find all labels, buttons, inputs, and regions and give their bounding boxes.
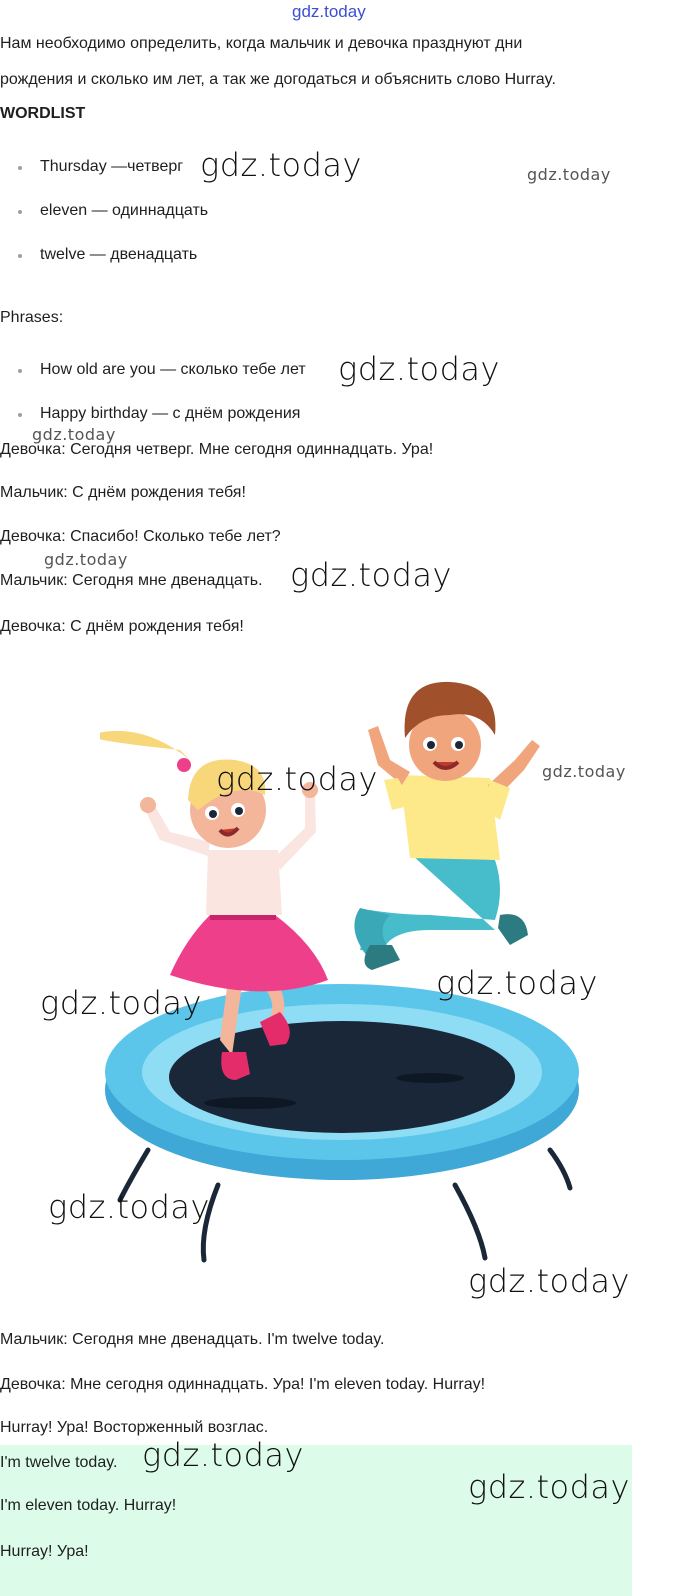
- dialogue-line-2: Мальчик: С днём рождения тебя!: [0, 484, 246, 501]
- watermark: gdz.today: [436, 964, 598, 1002]
- watermark: gdz.today: [542, 762, 626, 781]
- bullet-icon: [18, 369, 22, 373]
- bullet-icon: [18, 210, 22, 214]
- wordlist-item-eleven: eleven — одиннадцать: [40, 202, 209, 219]
- watermark: gdz.today: [32, 425, 116, 444]
- phrase-item-birthday: Happy birthday — с днём рождения: [40, 405, 301, 422]
- dialogue-line-3: Девочка: Спасибо! Сколько тебе лет?: [0, 528, 281, 545]
- watermark: gdz.today: [200, 146, 362, 184]
- dialogue-line-1: Девочка: Сегодня четверг. Мне сегодня одиннадцать. Ура!: [0, 441, 434, 458]
- watermark: gdz.today: [468, 1262, 630, 1300]
- summary-line-hurray: Hurray! Ура! Восторженный возглас.: [0, 1419, 269, 1436]
- watermark: gdz.today: [40, 984, 202, 1022]
- watermark: gdz.today: [216, 760, 378, 798]
- phrases-heading: Phrases:: [0, 309, 64, 326]
- watermark: gdz.today: [527, 165, 611, 184]
- bullet-icon: [18, 413, 22, 417]
- watermark: gdz.today: [48, 1188, 210, 1226]
- watermark: gdz.today: [142, 1436, 304, 1474]
- intro-line-2: рождения и сколько им лет, а так же догодаться и объяснить слово Hurray.: [0, 71, 556, 88]
- bullet-icon: [18, 254, 22, 258]
- wordlist-item-twelve: twelve — двенадцать: [40, 246, 198, 263]
- answer-line-2: I'm eleven today. Hurray!: [0, 1497, 177, 1514]
- watermark: gdz.today: [468, 1468, 630, 1506]
- summary-line-girl: Девочка: Мне сегодня одиннадцать. Ура! I'm eleven today. Hurray!: [0, 1376, 486, 1393]
- dialogue-line-5: Девочка: С днём рождения тебя!: [0, 618, 244, 635]
- wordlist-item-thursday: Thursday —четверг: [40, 158, 184, 175]
- watermark: gdz.today: [44, 550, 128, 569]
- bullet-icon: [18, 166, 22, 170]
- wordlist-heading: WORDLIST: [0, 105, 86, 122]
- summary-line-boy: Мальчик: Сегодня мне двенадцать. I'm twelve today.: [0, 1331, 385, 1348]
- site-link[interactable]: gdz.today: [292, 2, 366, 21]
- phrase-item-how-old: How old are you — сколько тебе лет: [40, 361, 306, 378]
- watermark: gdz.today: [290, 556, 452, 594]
- intro-line-1: Нам необходимо определить, когда мальчик и девочка празднуют дни: [0, 35, 523, 52]
- answer-line-1: I'm twelve today.: [0, 1454, 118, 1471]
- watermark: gdz.today: [338, 350, 500, 388]
- answer-line-3: Hurray! Ура!: [0, 1543, 89, 1560]
- dialogue-line-4: Мальчик: Сегодня мне двенадцать.: [0, 572, 263, 589]
